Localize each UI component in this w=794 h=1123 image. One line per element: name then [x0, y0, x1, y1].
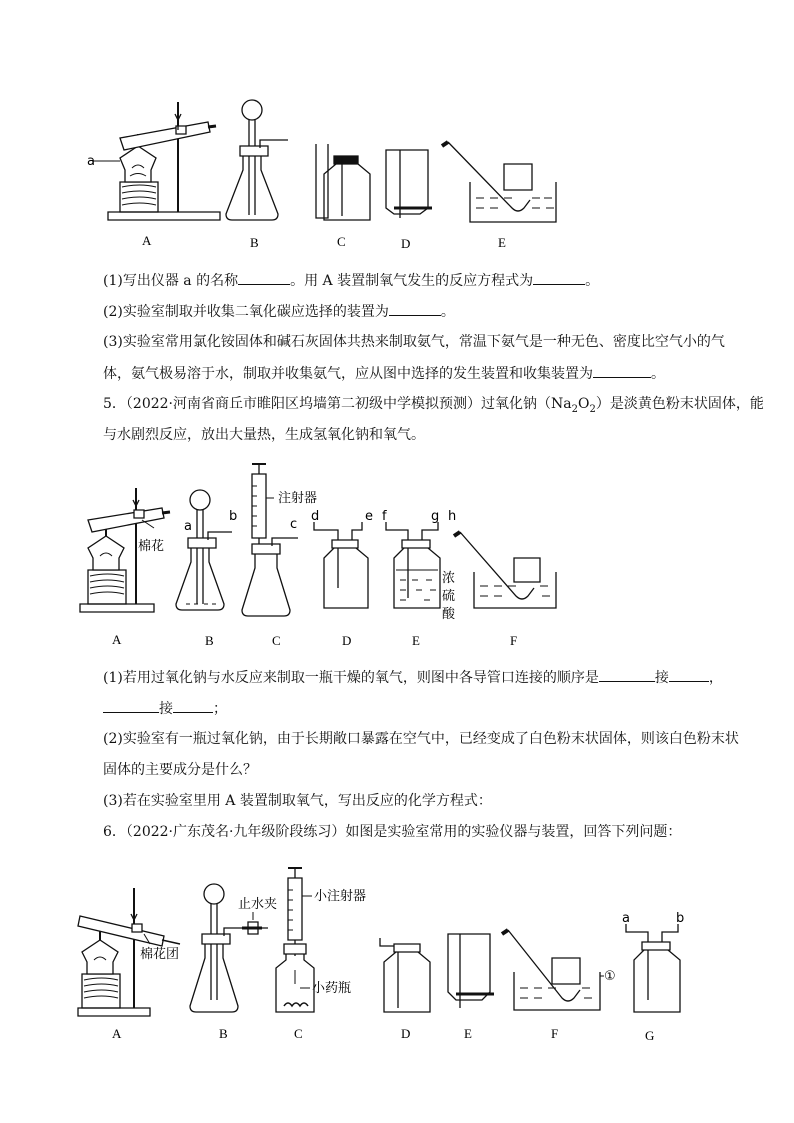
fig2-caption-c: C	[272, 633, 281, 648]
q4-part-3-line-2: 体，氨气极易溶于水，制取并收集氨气，应从图中选择的发生装置和收集装置为 。	[103, 363, 703, 384]
apparatus-d-bottle	[314, 522, 368, 608]
q6-intro: 6．（2022·广东茂名·九年级阶段练习）如图是实验室常用的实验仪器与装置，回答下列问题：	[103, 824, 682, 840]
fig3-caption-a: A	[112, 1026, 122, 1041]
answer-blank[interactable]	[599, 667, 655, 682]
fig2-caption-e: E	[412, 633, 420, 648]
label-small-syringe: 小注射器	[314, 889, 367, 904]
fig1-caption-a: A	[142, 233, 152, 248]
q4-part-3-line-1: (3)实验室常用氯化铵固体和碱石灰固体共热来制取氨气，常温下氨气是一种无色、密度比空气小的气	[103, 334, 725, 350]
q4-part-2: (2)实验室制取并收集二氧化碳应选择的装置为 。	[103, 301, 703, 322]
q5-part-2-line-1: (2)实验室有一瓶过氧化钠，由于长期敞口暴露在空气中，已经变成了白色粉末状固体，则该白色粉末状	[103, 731, 739, 747]
answer-blank[interactable]	[533, 270, 585, 285]
q5-part-1-line-2: 接 ；	[103, 698, 703, 719]
port-c: c	[290, 517, 298, 532]
fig3-caption-d: D	[401, 1026, 411, 1041]
q5-intro-line-2: 与水剧烈反应，放出大量热，生成氢氧化钠和氧气。	[103, 427, 425, 443]
fig1-caption-d: D	[401, 236, 411, 251]
figure-1	[80, 90, 550, 260]
port-a: a	[184, 519, 192, 534]
figure-3	[78, 860, 698, 1050]
apparatus-c-bottle	[316, 144, 370, 220]
figure-2-svg	[76, 458, 576, 658]
label-syringe: 注射器	[278, 491, 318, 506]
apparatus-e-acid-bottle	[386, 522, 440, 608]
port-b: b	[229, 509, 238, 524]
fig1-caption-e: E	[498, 235, 506, 250]
port-a: a	[622, 911, 630, 926]
label-cotton: 棉花	[138, 539, 165, 554]
apparatus-a-heating	[92, 102, 220, 220]
apparatus-f-trough	[502, 930, 604, 1010]
fig3-caption-g: G	[645, 1028, 655, 1043]
port-g: g	[431, 509, 440, 524]
port-d: d	[311, 509, 320, 524]
q5-part-1-line-1: (1)若用过氧化钠与水反应来制取一瓶干燥的氧气，则图中各导管口连接的顺序是 接 ，	[103, 667, 703, 688]
apparatus-d-bottle	[386, 150, 432, 218]
port-f: f	[382, 509, 387, 524]
answer-blank[interactable]	[103, 698, 159, 713]
label-acid-1: 浓	[442, 571, 456, 586]
port-e: e	[365, 509, 373, 524]
port-h: h	[448, 509, 457, 524]
answer-blank[interactable]	[238, 270, 290, 285]
q4-part-1: (1)写出仪器 a 的名称 。用 A 装置制氧气发生的反应方程式为 。	[103, 270, 703, 291]
apparatus-b-flask	[226, 100, 288, 220]
answer-blank[interactable]	[173, 698, 213, 713]
q5-intro-line-1: 5．（2022·河南省商丘市睢阳区坞墙第二初级中学模拟预测）过氧化钠$(Na_2O_2)$是淡黄色粉末状固体，能	[103, 396, 764, 415]
apparatus-e-trough	[442, 142, 556, 222]
fig2-caption-b: B	[205, 633, 214, 648]
q5-part-2-line-2: 固体的主要成分是什么？	[103, 762, 257, 778]
figure-3-svg	[78, 860, 698, 1050]
label-clamp: 止水夹	[238, 897, 278, 912]
label-cotton-ball: 棉花团	[140, 947, 180, 962]
label-small-vial: 小药瓶	[312, 981, 352, 996]
fig3-caption-e: E	[464, 1026, 472, 1041]
label-acid-2: 硫	[442, 589, 456, 604]
fig2-caption-a: A	[112, 632, 122, 647]
fig1-caption-b: B	[250, 235, 259, 250]
apparatus-c-syringe-vial	[276, 868, 314, 1012]
q5-part-3: (3)若在实验室里用 A 装置制取氧气，写出反应的化学方程式：	[103, 793, 492, 809]
fig3-caption-b: B	[219, 1026, 228, 1041]
apparatus-c-syringe-flask	[242, 464, 298, 616]
apparatus-b-flask	[176, 490, 232, 610]
apparatus-f-trough	[454, 532, 556, 608]
fig2-caption-d: D	[342, 633, 352, 648]
fig3-caption-c: C	[294, 1026, 303, 1041]
answer-blank[interactable]	[669, 667, 709, 682]
fig1-label-a: a	[87, 154, 95, 169]
port-b: b	[676, 911, 685, 926]
answer-blank[interactable]	[593, 363, 651, 378]
fig1-caption-c: C	[337, 234, 346, 249]
figure-2	[76, 458, 576, 658]
apparatus-g-bottle	[626, 924, 680, 1012]
answer-blank[interactable]	[389, 301, 441, 316]
label-circle-1: ①	[604, 969, 616, 984]
fig2-caption-f: F	[510, 633, 518, 648]
apparatus-d-bottle	[380, 938, 430, 1012]
figure-1-svg	[80, 90, 550, 260]
fig3-caption-f: F	[551, 1026, 559, 1041]
apparatus-e-bottle	[448, 934, 494, 1008]
label-acid-3: 酸	[442, 607, 456, 622]
